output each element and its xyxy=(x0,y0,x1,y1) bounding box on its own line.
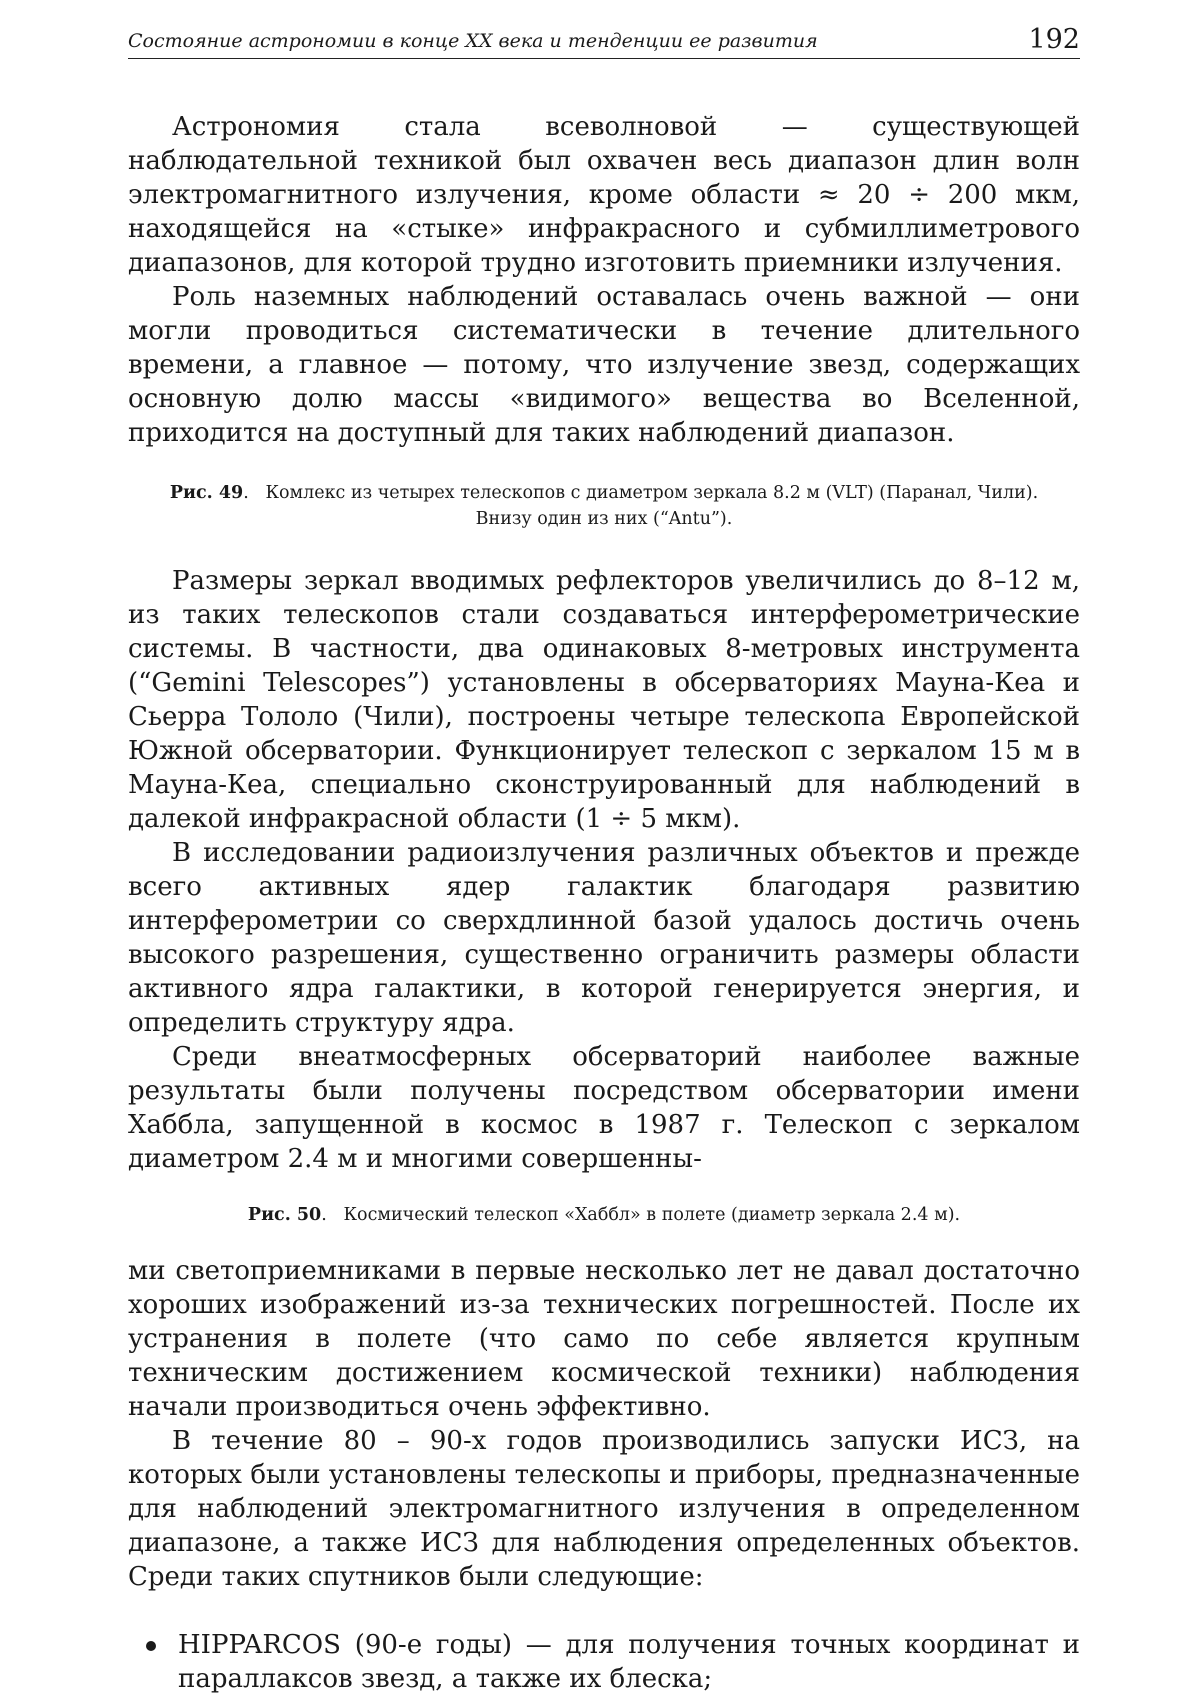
satellite-list xyxy=(128,1628,1080,1696)
paragraph: Роль наземных наблюдений оставалась очень важной — они могли проводиться систематически в течение длительного времени, а главное — потому, что излучение звезд, содержащих основную долю массы «видимого» вещества во Вселенной, приходится на доступный для таких наблюдений диапазон. xyxy=(128,282,1080,448)
figure-label: Рис. 49 xyxy=(169,483,244,503)
caption-text: Космический телескоп «Хаббл» в полете (диаметр зеркала 2.4 м). xyxy=(343,1205,961,1225)
running-title: Состояние астрономии в конце XX века и тенденции ее развития xyxy=(128,30,818,52)
page-number: 192 xyxy=(1028,24,1080,55)
paragraph: ми светоприемниками в первые несколько лет не давал достаточно хороших изображений из-за технических погрешностей. После их устранения в полете (что само по себе является крупным техническим достижением космической техники) наблюдения начали производиться очень эффективно. xyxy=(128,1256,1080,1422)
list-item xyxy=(128,1628,1080,1696)
paragraph: Астрономия стала всеволновой — существующей наблюдательной техникой был охвачен весь диапазон длин волн электромагнитного излучения, кроме области ≈ 20 ÷ 200 мкм, находящейся на «стыке» инфракрасного и субмиллиметрового диапазонов, для которой трудно изготовить приемники излучения. xyxy=(128,112,1080,278)
paragraph: Среди внеатмосферных обсерваторий наиболее важные результаты были получены посредством обсерватории имени Хаббла, запущенной в космос в 1987 г. Телескоп с зеркалом диаметром 2.4 м и многими совершенны- xyxy=(128,1042,1080,1174)
list-item-text: HIPPARCOS (90-е годы) — для получения точных координат и параллаксов звезд, а также их блеска; xyxy=(178,1630,1080,1694)
paragraph: В течение 80 – 90-х годов производились запуски ИСЗ, на которых были установлены телескопы и приборы, предназначенные для наблюдений электромагнитного излучения в определенном диапазоне, а также ИСЗ для наблюдения определенных объектов. Среди таких спутников были следующие: xyxy=(128,1426,1080,1592)
body-text xyxy=(128,110,1080,1696)
figure-49-caption: Рис. 49. Комлекс из четырех телескопов с диаметром зеркала 8.2 м (VLT) (Паранал, Чили). Внизу один из них (“Antu”). xyxy=(169,483,1039,529)
figure-50-caption: Рис. 50. Космический телескоп «Хаббл» в полете (диаметр зеркала 2.4 м). xyxy=(247,1205,961,1225)
paragraph: Размеры зеркал вводимых рефлекторов увеличились до 8–12 м, из таких телескопов стали создаваться интерферометрические системы. В частности, два одинаковых 8-метровых инструмента (“Gemini Telescopes”) установлены в обсерваториях Мауна-Кеа и Сьерра Тололо (Чили), построены четыре телескопа Европейской Южной обсерватории. Функционирует телескоп с зеркалом 15 м в Мауна-Кеа, специально сконструированный для наблюдений в далекой инфракрасной области (1 ÷ 5 мкм). xyxy=(128,566,1080,834)
running-header xyxy=(128,22,1080,59)
paragraph: В исследовании радиоизлучения различных объектов и прежде всего активных ядер галактик благодаря развитию интерферометрии со сверхдлинной базой удалось достичь очень высокого разрешения, существенно ограничить размеры области активного ядра галактики, в которой генерируется энергия, и определить структуру ядра. xyxy=(128,838,1080,1038)
caption-text: Комлекс из четырех телескопов с диаметром зеркала 8.2 м (VLT) (Паранал, Чили). xyxy=(265,483,1039,503)
caption-text: Внизу один из них (“Antu”). xyxy=(475,509,733,529)
figure-label: Рис. 50 xyxy=(247,1205,322,1225)
